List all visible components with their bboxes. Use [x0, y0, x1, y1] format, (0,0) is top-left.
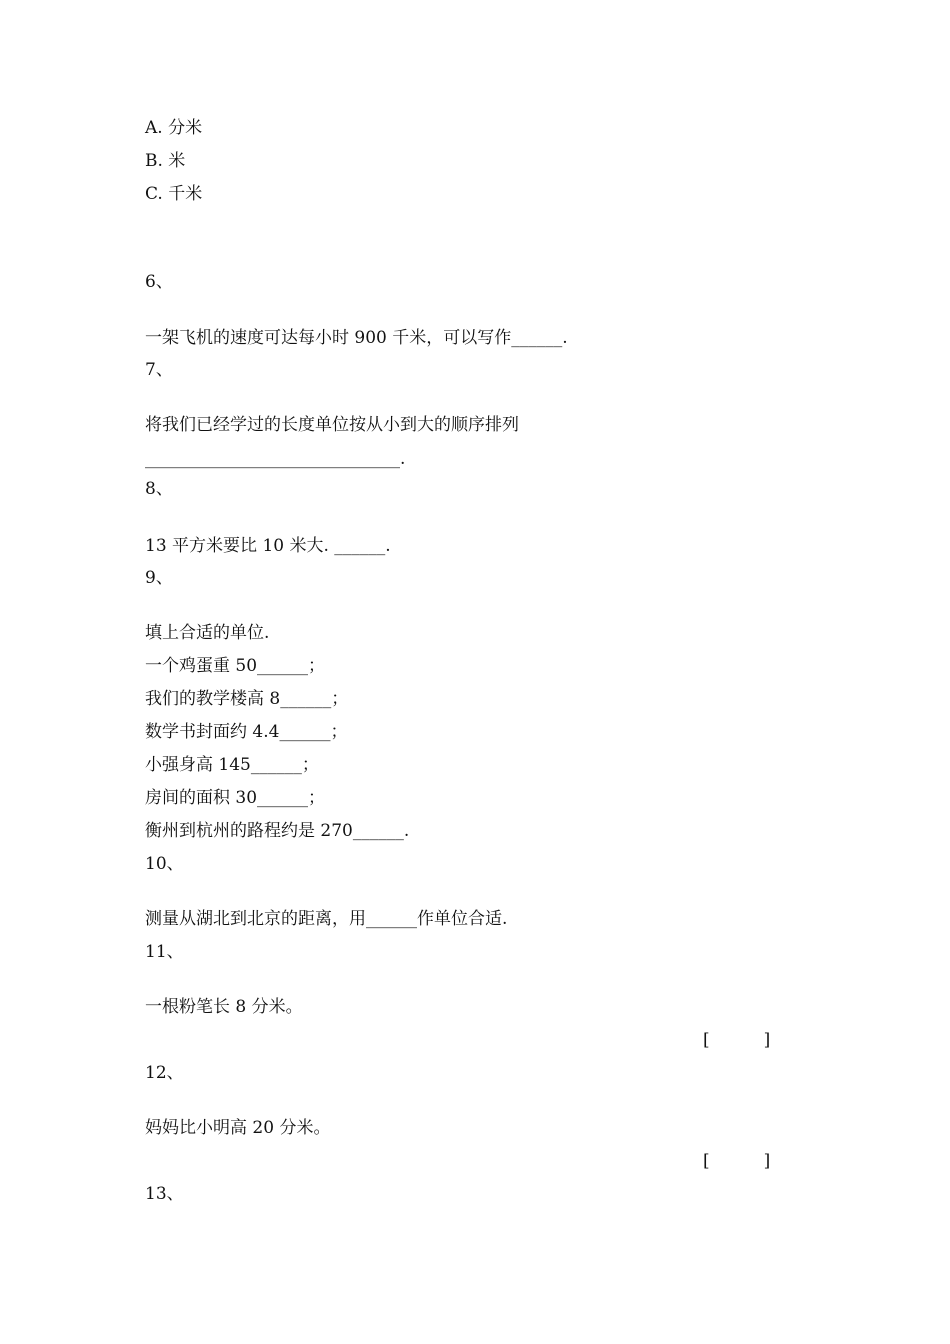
question-text: 将我们已经学过的长度单位按从小到大的顺序排列 — [145, 415, 519, 435]
question-text: 一根粉笔长 8 分米。 — [145, 997, 303, 1017]
question-text: 填上合适的单位. — [145, 623, 270, 643]
fill-item: 小强身高 145______； — [145, 755, 319, 775]
question-text: 一架飞机的速度可达每小时 900 千米，可以写作______. — [145, 328, 568, 348]
fill-item: 一个鸡蛋重 50______； — [145, 656, 326, 676]
option-b: B. 米 — [145, 151, 186, 171]
answer-box: [ ] — [703, 1030, 771, 1050]
fill-item: 房间的面积 30______； — [145, 788, 326, 808]
fill-item: 数学书封面约 4.4______； — [145, 722, 348, 742]
question-number: 7、 — [145, 360, 173, 380]
question-text: 测量从湖北到北京的距离，用______作单位合适. — [145, 909, 508, 929]
answer-box: [ ] — [703, 1151, 771, 1171]
question-number: 10、 — [145, 854, 184, 874]
question-text: 13 平方米要比 10 米大. ______. — [145, 536, 391, 556]
answer-blank-line: ______________________________. — [145, 449, 406, 469]
question-text: 妈妈比小明高 20 分米。 — [145, 1118, 331, 1138]
question-number: 11、 — [145, 942, 184, 962]
question-number: 9、 — [145, 568, 173, 588]
option-a: A. 分米 — [145, 118, 203, 138]
question-number: 13、 — [145, 1184, 184, 1204]
fill-item: 衡州到杭州的路程约是 270______. — [145, 821, 410, 841]
fill-item: 我们的教学楼高 8______； — [145, 689, 349, 709]
question-number: 8、 — [145, 479, 173, 499]
option-c: C. 千米 — [145, 184, 203, 204]
question-number: 6、 — [145, 272, 173, 292]
question-number: 12、 — [145, 1063, 184, 1083]
